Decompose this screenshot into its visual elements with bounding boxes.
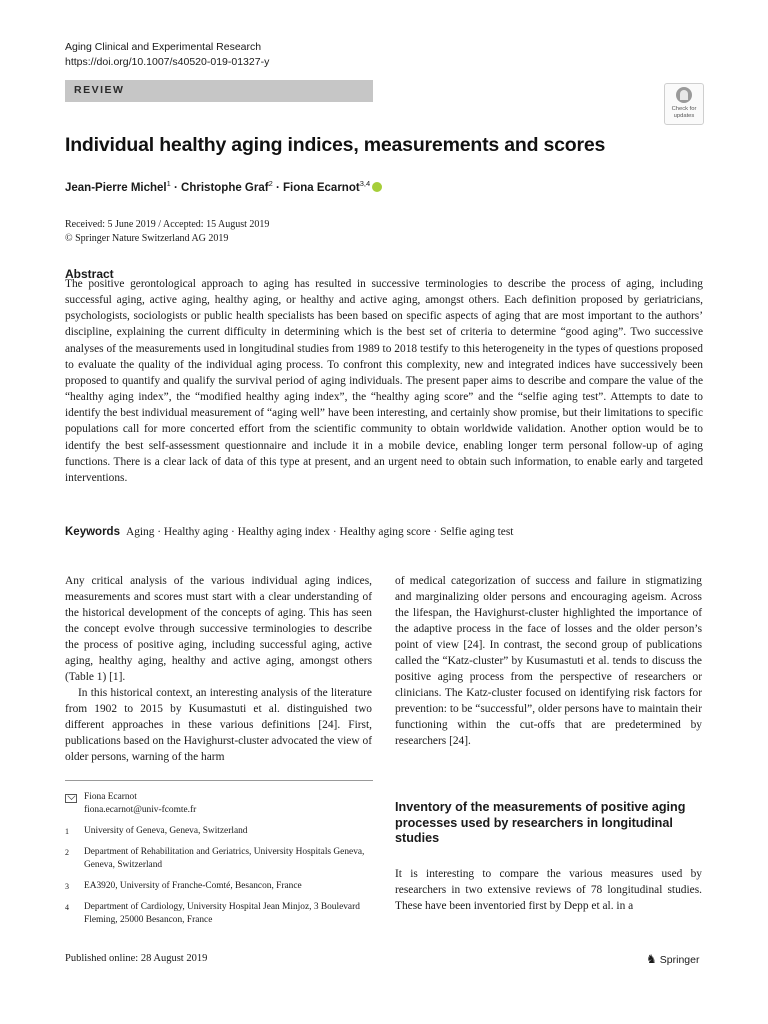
section-heading: Inventory of the measurements of positive aging processes used by researchers in longitudinal studies — [395, 800, 686, 845]
author-name[interactable]: Jean-Pierre Michel — [65, 181, 167, 194]
affiliation — [65, 846, 373, 872]
footnote-divider — [65, 780, 373, 781]
author-affiliation-ref: 1 — [166, 179, 171, 188]
author-name[interactable]: Christophe Graf — [181, 181, 269, 194]
affiliation-text: Department of Rehabilitation and Geriatrics, University Hospitals Geneva, Geneva, Switzerland — [84, 847, 365, 870]
corresponding-author — [65, 791, 373, 817]
affiliation — [65, 880, 373, 893]
envelope-icon — [65, 794, 77, 803]
keywords-heading: Keywords — [65, 526, 120, 538]
author-affiliation-ref: 3,4 — [359, 179, 371, 188]
publisher-logo — [646, 952, 699, 966]
article-type-bar — [65, 80, 373, 102]
check-updates-line2: updates — [673, 113, 695, 119]
bookmark-icon — [676, 87, 692, 103]
affiliation-number: 3 — [65, 882, 69, 891]
footnotes — [65, 791, 373, 935]
author-separator: · — [272, 181, 283, 194]
check-for-updates-badge[interactable] — [664, 83, 704, 125]
article-title: Individual healthy aging indices, measurements and scores — [65, 134, 606, 156]
publisher-name: Springer — [659, 954, 700, 966]
abstract-text: The positive gerontological approach to aging has resulted in successive terminologies to describe the process of aging, including successful aging, active aging, healthy aging, or healthy and active aging, amongst others. Each definition proposed by geriatricians, psychologists, sociologists or public health specialists has been based on specific aspects of aging that are most important to the authors’ discipline, explaining the current difficulty in determining which is the best set of criteria to determine “good aging”. Two successive analyses of the measurements used in longitudinal studies from 1989 to 2018 testify to this heterogeneity in the types of questions proposed to evaluate the quality of the individual aging process. To confront this complexity, new and integrated indices have successively been proposed to quantify and qualify the survival period of aging individuals. The present paper aims to describe and compare the value of the “healthy aging index”, the “modified healthy aging index”, the “healthy aging score” and the “selfie aging test”. Attempts to date to identify the best individual measurement of “aging well” have been interesting, and certainly show promise, but their limitations to specific populations call for more concerted effort from the scientific community to obtain worldwide validation. Another option would be to identify the best self-assessment questionnaire and include it in a mobile device, enabling longer term personal follow-up of aging functions. There is a clear lack of data of this type at present, and an urgent need to obtain such information, to enable early and targeted interventions. — [65, 278, 703, 484]
body-paragraph: of medical categorization of success and failure in stigmatizing and marginalizing older persons and encouraging ageism. Across the lifespan, the Havighurst-cluster highlighted the importance of the adaptive process in the face of losses and the older person’s point of view [24]. In contrast, the second group of publications called the “Katz-cluster” by Kusumastuti et al. tends to discuss the positive aging process from the perspective of researchers or clinicians. The Katz-cluster focused on identifying risk factors for prevention: to be “successful”, older persons have to maintain their functioning within the cut-offs that are predetermined by researchers [24]. — [395, 575, 702, 747]
orcid-icon[interactable] — [372, 182, 382, 192]
author-name[interactable]: Fiona Ecarnot — [283, 181, 360, 194]
published-date: Published online: 28 August 2019 — [65, 953, 208, 964]
body-paragraph: Any critical analysis of the various individual aging indices, measurements and scores must start with a clear understanding of the historical development of the concepts of aging. This has seen the concept evolve through successive terminologies to describe the process of positive aging, including successful aging, active aging, healthy aging, healthy and active aging, amongst others (Table 1) [1]. — [65, 575, 372, 683]
body-column-right — [395, 573, 702, 749]
copyright-notice: © Springer Nature Switzerland AG 2019 — [65, 233, 229, 244]
abstract-heading: Abstract — [65, 267, 114, 281]
journal-header — [65, 40, 269, 70]
doi-link[interactable]: https://doi.org/10.1007/s40520-019-01327-y — [65, 56, 270, 68]
body-column-left — [65, 573, 372, 765]
article-dates — [65, 218, 269, 246]
corresponding-author-name: Fiona Ecarnot — [84, 792, 137, 802]
affiliation-text: Department of Cardiology, University Hospital Jean Minjoz, 3 Boulevard Fleming, 25000 Besancon, France — [84, 902, 360, 925]
affiliation-text: EA3920, University of Franche-Comté, Besancon, France — [84, 881, 302, 891]
journal-name: Aging Clinical and Experimental Research — [65, 41, 262, 53]
body-paragraph: In this historical context, an interesting analysis of the literature from 1902 to 2015 by Kusumastuti et al. distinguished two different approaches in these various definitions [24]. First, publications based on the Havighurst-cluster advocated the view of older persons, warning of the harm — [65, 687, 372, 763]
keywords-list: Aging · Healthy aging · Healthy aging index · Healthy aging score · Selfie aging test — [125, 526, 514, 538]
corresponding-author-email[interactable]: fiona.ecarnot@univ-fcomte.fr — [84, 805, 197, 815]
author-list — [65, 179, 382, 194]
affiliation-number: 4 — [65, 903, 69, 912]
affiliation-text: University of Geneva, Geneva, Switzerland — [84, 826, 248, 836]
received-accepted-dates: Received: 5 June 2019 / Accepted: 15 August 2019 — [65, 219, 270, 230]
keywords — [65, 526, 513, 538]
affiliation — [65, 901, 373, 927]
springer-horse-icon: ♞ — [646, 952, 657, 966]
affiliation-number: 1 — [65, 827, 69, 836]
affiliation-number: 2 — [65, 848, 69, 857]
affiliation — [65, 825, 373, 838]
check-updates-line1: Check for — [671, 106, 697, 112]
body-column-right-lower — [395, 866, 702, 914]
body-paragraph: It is interesting to compare the various measures used by researchers in two extensive reviews of 78 longitudinal studies. These have been inventoried first by Depp et al. in a — [395, 868, 702, 912]
author-separator: · — [170, 181, 182, 194]
article-type-label: REVIEW — [74, 84, 125, 96]
author-affiliation-ref: 2 — [268, 179, 273, 188]
